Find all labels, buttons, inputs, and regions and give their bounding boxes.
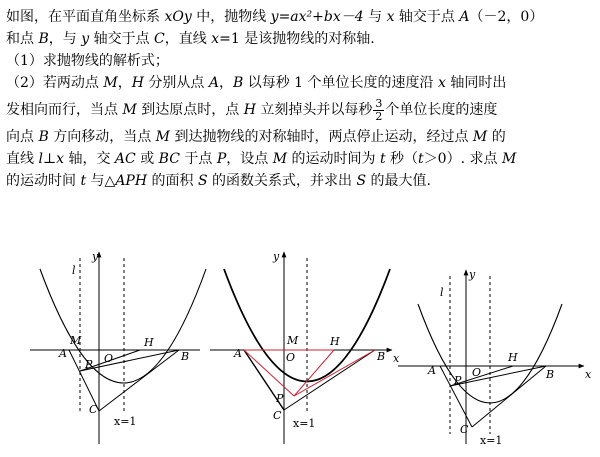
label-M: M bbox=[287, 334, 299, 347]
figure-2-labels bbox=[233, 250, 400, 430]
figure-3 bbox=[398, 270, 584, 444]
parabola-equation: y=ax²+bx－4 bbox=[270, 9, 364, 25]
math-x: x bbox=[211, 31, 220, 47]
math-x: x bbox=[437, 75, 446, 91]
figures-area bbox=[0, 244, 600, 453]
text-run: 轴同时出 bbox=[445, 75, 507, 91]
label-M: M bbox=[70, 334, 82, 347]
label-l: l bbox=[72, 264, 76, 277]
label-axis-x1: x=1 bbox=[293, 417, 316, 430]
text-run: 到达原点时，点 bbox=[136, 102, 244, 118]
math-B: B bbox=[38, 129, 49, 145]
math-BC: BC bbox=[158, 151, 180, 167]
text-run: （2）若两动点 bbox=[6, 75, 104, 91]
math-H: H bbox=[243, 102, 256, 118]
math-M: M bbox=[103, 75, 118, 91]
text-run: 与 bbox=[363, 9, 387, 25]
text-run: ，与 bbox=[48, 31, 82, 47]
math-t: t bbox=[418, 151, 424, 167]
problem-line-4 bbox=[6, 72, 596, 94]
text-run: 以每秒 1 个单位长度的速度沿 bbox=[243, 75, 438, 91]
text-run: 和点 bbox=[6, 31, 39, 47]
math-M: M bbox=[272, 151, 288, 167]
text-run: 轴，交 bbox=[64, 151, 115, 167]
label-B: B bbox=[377, 350, 386, 363]
math-A: A bbox=[208, 75, 219, 91]
math-P: P bbox=[216, 151, 227, 167]
text-run: 发相向而行，当点 bbox=[6, 102, 123, 118]
text-run: 直线 bbox=[6, 151, 39, 167]
text-run: 向点 bbox=[6, 129, 39, 145]
math-M: M bbox=[472, 129, 488, 145]
problem-line-2 bbox=[6, 28, 596, 50]
text-run: 的运动时间为 bbox=[287, 151, 380, 167]
math-H: H bbox=[131, 75, 144, 91]
text-run: 的函数关系式，并求出 bbox=[207, 173, 357, 189]
label-P: P bbox=[454, 374, 462, 387]
figure-2-triangle bbox=[244, 350, 375, 396]
perpendicular-symbol: ⊥ bbox=[42, 151, 57, 167]
label-P: P bbox=[276, 392, 284, 405]
label-l: l bbox=[440, 286, 444, 299]
text-run: ，直线 bbox=[164, 31, 212, 47]
label-y: y bbox=[92, 250, 99, 263]
label-x: x bbox=[585, 368, 592, 381]
triangle-side-PH bbox=[294, 350, 334, 396]
point-A-coords: （－2，0） bbox=[469, 9, 544, 25]
label-axis-x1: x=1 bbox=[114, 415, 137, 428]
problem-part-1 bbox=[6, 50, 596, 72]
math-B: B bbox=[232, 75, 244, 91]
math-xOy: xOy bbox=[164, 9, 192, 25]
segment-PB bbox=[450, 366, 546, 386]
text-run: 分别从点 bbox=[143, 75, 209, 91]
text-run: ，设点 bbox=[226, 151, 273, 167]
text-run: 的 bbox=[487, 129, 506, 145]
label-O: O bbox=[104, 352, 114, 365]
label-P: P bbox=[85, 358, 93, 371]
text-run: 方向移动，当点 bbox=[48, 129, 156, 145]
problem-line-7 bbox=[6, 148, 596, 170]
label-A: A bbox=[428, 364, 436, 377]
math-x: x bbox=[386, 9, 395, 25]
math-t: t bbox=[80, 173, 87, 189]
label-C: C bbox=[89, 403, 98, 416]
text-run: 轴交于点 bbox=[89, 31, 155, 47]
text-run: ， bbox=[117, 75, 132, 91]
label-x: x bbox=[393, 352, 400, 365]
text-run: 与△ bbox=[86, 173, 116, 189]
text-run: 于点 bbox=[179, 151, 217, 167]
math-A: A bbox=[459, 9, 470, 25]
math-B: B bbox=[38, 31, 49, 47]
text-run: 中，抛物线 bbox=[191, 9, 271, 25]
problem-line-5 bbox=[6, 94, 596, 126]
label-H: H bbox=[508, 351, 518, 364]
problem-line-1 bbox=[6, 6, 596, 28]
math-C: C bbox=[154, 31, 165, 47]
problem-line-8 bbox=[6, 170, 596, 192]
math-S: S bbox=[197, 173, 208, 189]
math-t: t bbox=[379, 151, 386, 167]
fraction-3-2 bbox=[373, 98, 384, 123]
label-H: H bbox=[330, 335, 340, 348]
text-run: ， bbox=[218, 75, 233, 91]
text-run: 轴交于点 bbox=[394, 9, 460, 25]
figure-3-labels bbox=[427, 268, 592, 447]
math-l: l bbox=[38, 151, 43, 167]
figures-svg bbox=[0, 244, 600, 453]
label-B: B bbox=[546, 368, 555, 381]
text-run: 如图，在平面直角坐标系 bbox=[6, 9, 165, 25]
text-run: 立刻掉头并以每秒 bbox=[255, 102, 373, 118]
math-M: M bbox=[122, 102, 137, 118]
math-S: S bbox=[356, 173, 367, 189]
label-O: O bbox=[286, 351, 296, 364]
text-run: 的面积 bbox=[147, 173, 198, 189]
text-run: 秒（ bbox=[385, 151, 419, 167]
text-run: ＞0）. 求点 bbox=[423, 151, 502, 167]
fraction-denominator: 2 bbox=[375, 109, 383, 123]
triangle-side-PB bbox=[294, 350, 375, 396]
label-H: H bbox=[144, 336, 154, 349]
math-APH: APH bbox=[115, 173, 148, 189]
math-AC: AC bbox=[114, 151, 136, 167]
text-run: 的运动时间 bbox=[6, 173, 81, 189]
math-M: M bbox=[155, 129, 170, 145]
math-y: y bbox=[81, 31, 90, 47]
label-A: A bbox=[59, 347, 67, 360]
text-run: =1 是该抛物线的对称轴. bbox=[219, 31, 375, 47]
parabola bbox=[40, 269, 206, 383]
question-1: （1）求抛物线的解析式； bbox=[6, 53, 169, 69]
problem-line-6 bbox=[6, 126, 596, 148]
label-O: O bbox=[472, 366, 482, 379]
label-B: B bbox=[181, 350, 190, 363]
label-C: C bbox=[460, 423, 469, 436]
problem-text bbox=[6, 6, 596, 192]
fraction-numerator: 3 bbox=[375, 96, 383, 110]
label-axis-x1: x=1 bbox=[480, 434, 503, 447]
math-M: M bbox=[501, 151, 517, 167]
math-x: x bbox=[56, 151, 65, 167]
label-C: C bbox=[273, 409, 282, 422]
label-y: y bbox=[469, 268, 476, 281]
text-run: 的最大值. bbox=[366, 173, 431, 189]
label-y: y bbox=[273, 250, 280, 263]
text-run: 到达抛物线的对称轴时，两点停止运动，经过点 bbox=[170, 129, 473, 145]
text-run: 个单位长度的速度 bbox=[385, 102, 498, 118]
label-A: A bbox=[234, 347, 242, 360]
segment-AC bbox=[69, 350, 99, 411]
text-run: 或 bbox=[135, 151, 159, 167]
